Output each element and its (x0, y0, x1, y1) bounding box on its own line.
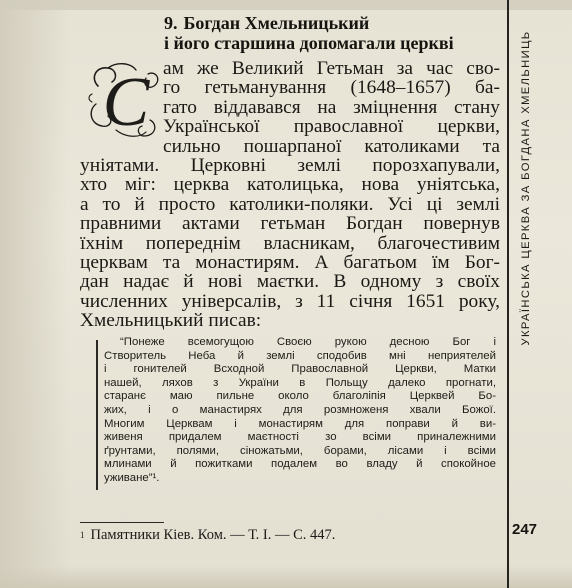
dropcap-letter: С (102, 64, 150, 140)
previous-page-edge (0, 0, 572, 10)
body-line: ам же Великий Гетьман за час сво- (163, 58, 500, 79)
quote-line: “Понеже всемогущою Своєю рукою десною Бог і (120, 336, 496, 348)
body-line: дан надає й нові маєтки. В одному з своїх (80, 271, 500, 293)
quote-line: Многим Церквам і монастирям для поправи й ви- (104, 417, 496, 430)
quote-line: і гонителей Всходной Православной Церкви, Матки (104, 363, 496, 376)
universal-quote (104, 336, 496, 486)
page-bottom-edge (0, 566, 572, 588)
quote-line: живеня придалем маєтності зо всіми приналежними (104, 431, 496, 444)
body-line: уніятами. Церковні землі порозхапували, (80, 155, 500, 177)
quote-line: нашей, ляхов з України в Польщу далеко прогнати, (104, 376, 496, 389)
footnote-rule (80, 522, 164, 523)
quote-line: ґрунтами, полями, сіножатьми, борами, лісами і всіми (104, 444, 496, 457)
body-line: гато віддавався на зміцнення стану (163, 96, 500, 118)
section-title-line2: і його старшина допомагали церкві (164, 33, 454, 53)
margin-rule (507, 0, 509, 588)
footnote-marker: 1 (80, 530, 85, 540)
quote-line: Створитель Неба й землі сподобив мні неприятелей (104, 349, 496, 362)
section-title-line1: Богдан Хмельницький (183, 13, 370, 33)
running-title-text: УКРАЇНСЬКА ЦЕРКВА ЗА БОГДАНА ХМЕЛЬНИЦЬ (520, 30, 532, 346)
quote-rule (96, 340, 98, 490)
running-title (512, 4, 540, 372)
body-line: сильно пошарпаної католиками та (163, 135, 500, 157)
footnote-text: Памятники Кіев. Ком. — Т. І. — С. 447. (90, 527, 336, 543)
body-line: правними актами гетьман Богдан повернув (80, 213, 500, 235)
quote-line: жих, і о манастирях для розмноженя хвали Божої. (104, 403, 496, 416)
section-number: 9. (164, 13, 178, 33)
quote-line: уживане”¹. (104, 471, 160, 484)
body-line: Хмельницький писав: (80, 310, 262, 332)
quote-line: старанє маю пильне около благоліпія Церквей Бо- (104, 390, 496, 403)
page-shadow (0, 0, 70, 588)
body-line: їхнім попереднім власникам, благочестивим (80, 232, 500, 254)
body-line: численних універсалів, з 11 січня 1651 року, (80, 290, 500, 312)
footnote (80, 526, 335, 544)
body-line: хто міг: церква католицька, нова уніятська, (80, 174, 500, 196)
quote-line: млинами й пожитками подалем во владу й спокойное (104, 458, 496, 471)
section-heading (164, 13, 504, 53)
body-line: го гетьманування (1648–1657) ба- (163, 77, 500, 99)
body-line: церквам та монастирям. А багатьом їм Бог- (80, 252, 500, 274)
page-number: 247 (512, 521, 538, 538)
body-line: а то й просто католики-поляки. Усі ці землі (80, 193, 500, 215)
body-paragraph (80, 59, 500, 331)
body-line: Української православної церкви, (163, 116, 500, 138)
